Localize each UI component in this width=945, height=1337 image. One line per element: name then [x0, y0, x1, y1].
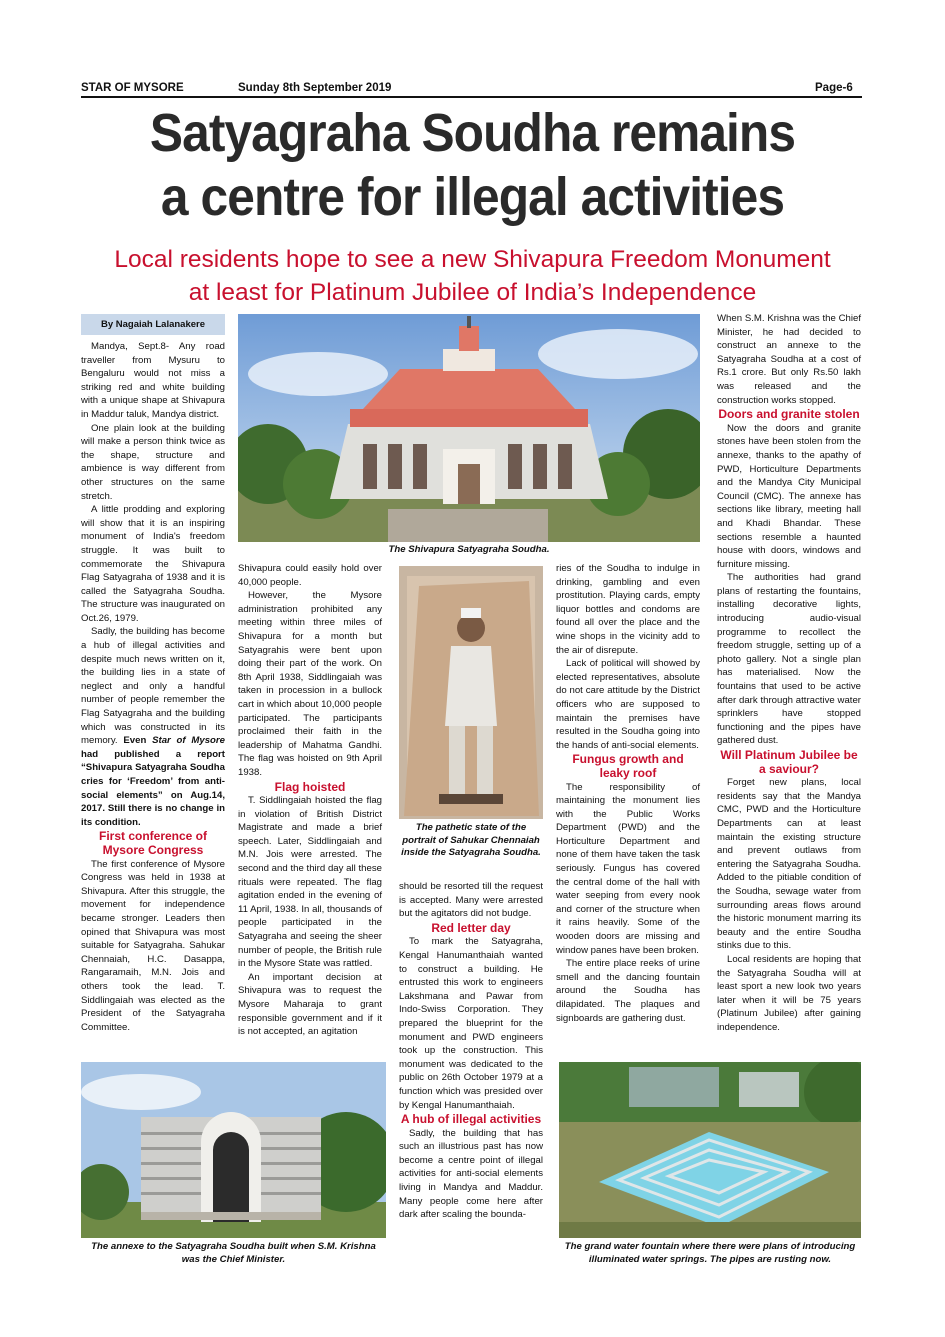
byline: By Nagaiah Lalanakere: [81, 314, 225, 335]
paragraph: Local residents are hoping that the Satyagraha Soudha will at least sport a new look two years later when it will be 75 years (Platinum Jubilee) after gaining independence.: [717, 953, 861, 1033]
paragraph: The entire place reeks of urine smell and the dancing fountain around the Soudha has dilapidated. The plaques and signboards are gathering dust.: [556, 958, 700, 1024]
section-heading: Will Platinum Jubilee be a saviour?: [720, 748, 858, 776]
photo-fountain: [559, 1062, 861, 1238]
paragraph: To mark the Satyagraha, Kengal Hanumanthaiah wanted to construct a building. He entrusted this work to engineers Lakshmana and Pawar from Indo-Swiss Corporation. They prepared the blueprint for the monument and PWD engineers took up the construction. This monument was dedicated to the public on 26th October 1979 at a function which was presided over by Kengal Hanumanthaiah.: [399, 936, 543, 1111]
photo-annexe: [81, 1062, 386, 1238]
text-run: had published a report “Shivapura Satyagraha Soudha cries for ‘Freedom’ from anti-social elements” on Aug.14, 2017. Still there is no change in its condition.: [81, 748, 225, 828]
paragraph: However, the Mysore administration prohibited any meeting within three miles of Shivapura for a month but Satyagrahis were bent upon doing their part of the work. On 8th April 1938, Siddlingaiah was taken in procession in a bullock cart in which about 10,000 people participated. The participants proclaimed their faith in the leadership of Mahatma Gandhi. The flag was hoisted on 9th April 1938.: [238, 590, 382, 778]
paragraph: The authorities had grand plans of restarting the fountains, installing decorative lights, introducing audio-visual programme to recollect the freedom struggle, setting up of a photo gallery. Not a single plan has materialised. Now the fountains that used to be active after dark through attractive water sprinklers have stopped functioning and the pipes have gathered dust.: [717, 572, 861, 747]
paragraph: Now the doors and granite stones have been stolen from the annexe, thanks to the apathy of PWD, Horticulture Departments and the Mandya City Municipal Council (CMC). The annexe has sections like library, meeting hall and Khadi Bhandar. These sections resemble a haunted house with doors, windows and furniture missing.: [717, 422, 861, 570]
text-run: Sadly, the building has become a hub of illegal activities and despite much news written on it, the building lies in a state of neglect and only a handful number of people remember the Flag Satyagraha and the building which was constructed in its memory.: [81, 626, 225, 747]
paragraph: A little prodding and exploring will show that it is an inspiring monument of India's freedom struggle. It was built to commemorate the Shivapura Flag Satyagraha of 1938 and it is called the Satyagraha Soudha. The structure was inaugurated on Oct.26, 1979.: [81, 504, 225, 624]
issue-date: Sunday 8th September 2019: [238, 82, 392, 94]
paragraph: [81, 625, 225, 829]
subheadline-line-2: at least for Platinum Jubilee of India’s Independence: [188, 279, 757, 306]
photo-portrait: [399, 566, 543, 819]
paragraph: One plain look at the building will make a person think twice as the shape, structure and ambience is way different from other structures on the same stretch.: [81, 422, 225, 502]
paragraph: An important decision at Shivapura was to request the Mysore Maharaja to grant responsible government and if it is not accepted, an agitation: [238, 971, 382, 1038]
paragraph: The responsibility of maintaining the monument lies with the Public Works Department (PWD) and the Horticulture Department and none of them have taken the task seriously. Fungus has covered the central dome of the hall with water seeping from every nook and corner of the structure when it rains heavily. Some of the wooden doors are missing and window panes have been broken.: [556, 781, 700, 956]
paragraph: Mandya, Sept.8- Any road traveller from Mysuru to Bengaluru would not miss a striking red and white building with a unique shape at Shivapura in Maddur taluk, Mandya district.: [81, 341, 225, 420]
article-column-2: [238, 562, 382, 1039]
headline-line-1: Satyagraha Soudha remains: [149, 103, 796, 163]
paper-title: Star of Mysore: [152, 735, 225, 747]
caption-soudha: The Shivapura Satyagraha Soudha.: [388, 544, 550, 555]
fountain-illustration: [559, 1062, 861, 1238]
soudha-illustration: [238, 314, 700, 542]
caption-portrait: The pathetic state of the portrait of Sahukar Chennaiah inside the Satyagraha Soudha.: [401, 822, 541, 858]
article-column-5: [717, 312, 861, 1034]
caption-annexe: The annexe to the Satyagraha Soudha built when S.M. Krishna was the Chief Minister.: [91, 1241, 376, 1265]
photo-satyagraha-soudha: [238, 314, 700, 542]
paper-name: STAR OF MYSORE: [81, 82, 184, 94]
paragraph: T. Siddlingaiah hoisted the flag in violation of British District Magistrate and made a brief speech. Later, Siddlingaiah and M.N. Jois were arrested. The second and the third day all these rituals were repeated. The flag agitation ended in the evening of 11 April, 1938. In all, thousands of people participated in the Satyagraha and seeing the sheer number of people, the British rule in the Mysore State was rattled.: [238, 795, 382, 970]
section-heading: Doors and granite stolen: [718, 407, 860, 422]
section-heading: Fungus growth and leaky roof: [572, 752, 684, 780]
paragraph: should be resorted till the request is accepted. Many were arrested but the agitators did not budge.: [399, 881, 543, 920]
article-column-1: [81, 340, 225, 1034]
text-run: Even: [123, 735, 147, 747]
paragraph: When S.M. Krishna was the Chief Minister, he had decided to construct an annexe to the Satyagraha Soudha at a cost of Rs.1 crore. But only Rs.50 lakh was released and the construction works stopped.: [717, 313, 861, 406]
headline-line-2: a centre for illegal activities: [160, 167, 785, 227]
subheadline-line-1: Local residents hope to see a new Shivapura Freedom Monument: [114, 246, 831, 273]
section-heading: Flag hoisted: [274, 779, 346, 794]
paragraph: Shivapura could easily hold over 40,000 people.: [238, 563, 382, 588]
paragraph: ries of the Soudha to indulge in drinking, gambling and even prostitution. Playing cards, empty liquor bottles and condoms are found all over the place and the wine shops in the vicinity add to the air of disrepute.: [556, 563, 700, 656]
portrait-illustration: [399, 566, 543, 819]
paragraph: Sadly, the building that has such an illustrious past has now become a centre point of illegal activities for anti-social elements living in Mandya and Maddur. Many people come here after dark after scaling the bounda-: [399, 1127, 543, 1221]
paragraph: The first conference of Mysore Congress was held in 1938 at Shivapura. After this struggle, the movement for independence became stronger. Leaders then opined that Shivapura was most suitable for Satyagraha. Sahukar Chennaiah, H.C. Dasappa, Rangaramaih, M.N. Jois and others took the lead. T. Siddlingaiah was elected as the President of the Satyagraha Committee.: [81, 858, 225, 1033]
caption-fountain: The grand water fountain where there were plans of introducing illuminated water springs. The pipes are rusting now.: [564, 1241, 856, 1265]
section-heading: Red letter day: [431, 920, 511, 935]
annexe-illustration: [81, 1062, 386, 1238]
article-column-4: [556, 562, 700, 1025]
paragraph: Forget new plans, local residents say that the Mandya CMC, PWD and the Horticulture Departments can at least maintain the existing structure and prevent outlaws from entering the Satyagraha Soudha. Added to the pitiable condition of the Soudha, sewage water from surrounding areas flows around the historic monument marring its beauty and the entire Soudha stinks due to this.: [717, 777, 861, 952]
paragraph: Lack of political will showed by elected representatives, absolute do not care attitude by the District officers who are supposed to maintain the premises have resulted in the Soudha going into the hands of anti-social elements.: [556, 658, 700, 751]
header-rule: [81, 96, 862, 98]
article-column-3: [399, 880, 543, 1222]
section-heading: A hub of illegal activities: [400, 1112, 542, 1127]
page-number: Page-6: [815, 82, 853, 94]
section-heading: First conference of Mysore Congress: [98, 829, 208, 857]
